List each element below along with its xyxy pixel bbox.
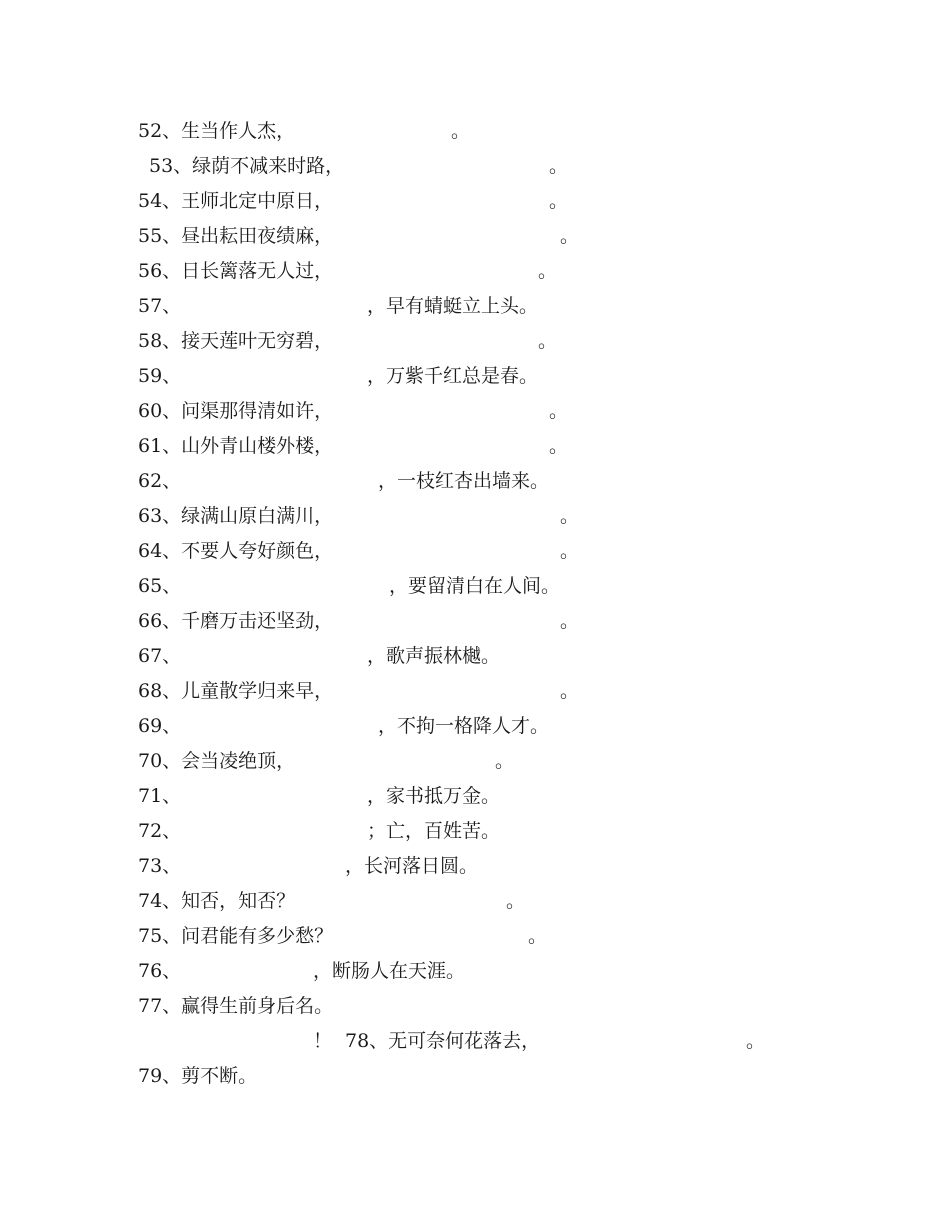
line-text: 66、千磨万击还坚劲， [138, 610, 334, 632]
list-item [0, 919, 950, 954]
line-text: 62、 [138, 470, 182, 492]
list-item [0, 324, 950, 359]
line-end: 。 [495, 750, 515, 772]
line-text: 59、 [138, 365, 182, 387]
line-text: 52、生当作人杰， [138, 120, 296, 142]
list-item [0, 639, 950, 674]
list-item [0, 779, 950, 814]
line-text: 74、知否，知否？ [138, 890, 296, 912]
list-item [0, 254, 950, 289]
list-item [0, 1059, 950, 1094]
line-end: 。 [528, 925, 548, 947]
list-item [0, 499, 950, 534]
line-text: 67、 [138, 645, 182, 667]
line-text: 53、绿荫不减来时路， [149, 155, 345, 177]
list-item [0, 989, 950, 1024]
line-text: 60、问渠那得清如许， [138, 400, 334, 422]
list-item [0, 814, 950, 849]
line-text: 57、 [138, 295, 182, 317]
exclamation-mark: ！ [313, 1030, 333, 1052]
list-item [0, 464, 950, 499]
line-text: 64、不要人夸好颜色， [138, 540, 334, 562]
line-end: 。 [560, 540, 580, 562]
list-item [0, 114, 950, 149]
line-end: 。 [549, 435, 569, 457]
line-text: 72、 [138, 820, 182, 842]
line-text: 79、剪不断。 [138, 1065, 258, 1087]
line-end: 。 [506, 890, 526, 912]
list-item [0, 184, 950, 219]
line-text: 75、问君能有多少愁？ [138, 925, 334, 947]
line-end: ，要留清白在人间。 [389, 575, 561, 597]
line-text: 55、昼出耘田夜绩麻， [138, 225, 334, 247]
line-end: 。 [549, 155, 569, 177]
list-item [0, 429, 950, 464]
line-end: ，早有蜻蜓立上头。 [367, 295, 539, 317]
list-item [0, 604, 950, 639]
line-end: 。 [549, 400, 569, 422]
list-item [0, 219, 950, 254]
line-text: 77、赢得生前身后名。 [138, 995, 334, 1017]
line-end: ；亡，百姓苦。 [367, 820, 501, 842]
list-item [0, 744, 950, 779]
line-text: 58、接天莲叶无穷碧， [138, 330, 334, 352]
list-item [0, 394, 950, 429]
line-end: 。 [549, 190, 569, 212]
list-item [0, 1024, 950, 1059]
list-item [0, 674, 950, 709]
list-item [0, 709, 950, 744]
list-item [0, 884, 950, 919]
line-text: 56、日长篱落无人过， [138, 260, 334, 282]
list-item [0, 849, 950, 884]
list-item [0, 534, 950, 569]
line-end: ，家书抵万金。 [367, 785, 501, 807]
list-item [0, 569, 950, 604]
line-end: 。 [451, 120, 471, 142]
line-text: 76、 [138, 960, 182, 982]
line-end: ，不拘一格降人才。 [378, 715, 550, 737]
line-end: 。 [538, 260, 558, 282]
list-item [0, 359, 950, 394]
line-text: 71、 [138, 785, 182, 807]
line-end: 。 [538, 330, 558, 352]
line-end: ，长河落日圆。 [345, 855, 479, 877]
line-text: 78、无可奈何花落去， [345, 1030, 541, 1052]
line-text: 69、 [138, 715, 182, 737]
line-end: ，断肠人在天涯。 [313, 960, 466, 982]
list-item [0, 954, 950, 989]
line-end: 。 [560, 610, 580, 632]
line-text: 65、 [138, 575, 182, 597]
line-text: 70、会当凌绝顶， [138, 750, 296, 772]
line-text: 68、儿童散学归来早， [138, 680, 334, 702]
line-text: 63、绿满山原白满川， [138, 505, 334, 527]
line-end: 。 [746, 1030, 766, 1052]
line-end: 。 [560, 505, 580, 527]
list-item [0, 149, 950, 184]
line-text: 61、山外青山楼外楼， [138, 435, 334, 457]
line-text: 54、王师北定中原日， [138, 190, 334, 212]
line-end: 。 [560, 680, 580, 702]
line-end: ，一枝红杏出墙来。 [378, 470, 550, 492]
line-end: 。 [560, 225, 580, 247]
line-text: 73、 [138, 855, 182, 877]
line-end: ，歌声振林樾。 [367, 645, 501, 667]
list-item [0, 289, 950, 324]
line-end: ，万紫千红总是春。 [367, 365, 539, 387]
